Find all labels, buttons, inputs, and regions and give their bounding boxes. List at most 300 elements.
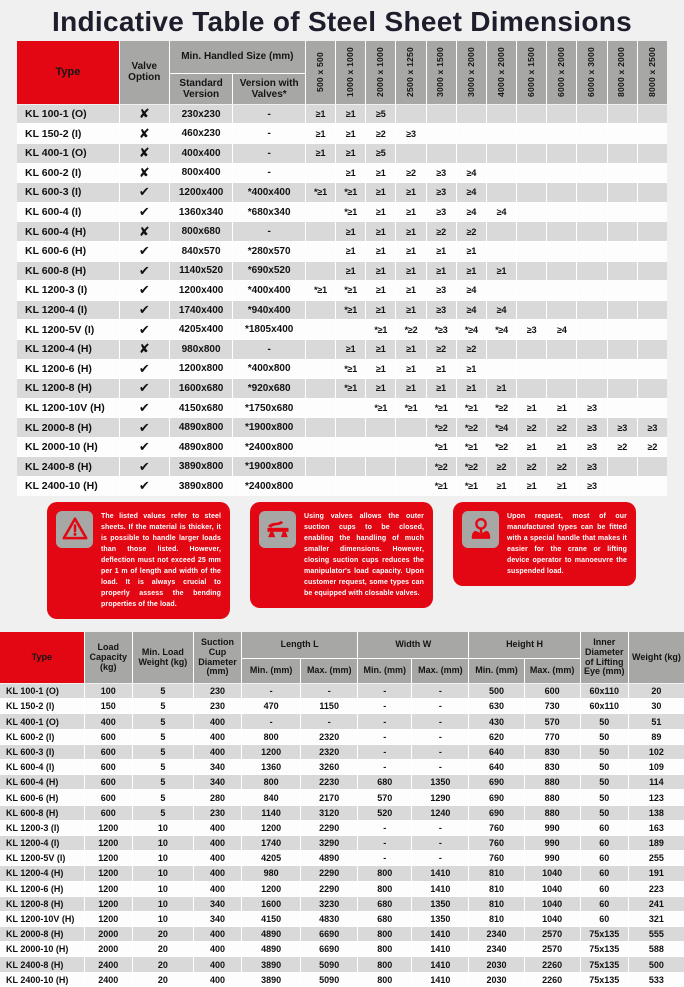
quantity-cell <box>547 281 576 300</box>
type-cell: KL 150-2 (I) <box>17 124 119 143</box>
spec-cell: 1200 <box>242 882 300 896</box>
quantity-cell <box>547 222 576 241</box>
quantity-cell: ≥1 <box>336 105 365 124</box>
quantity-cell: ≥1 <box>366 242 395 261</box>
spec-cell: - <box>358 699 411 713</box>
spec-cell: - <box>412 730 468 744</box>
quantity-cell <box>306 242 335 261</box>
spec-cell: 189 <box>629 836 684 850</box>
quantity-cell <box>638 262 667 281</box>
type-cell: KL 1200-3 (I) <box>17 281 119 300</box>
quantity-cell: ≥1 <box>366 281 395 300</box>
spec-cell: 400 <box>194 882 241 896</box>
spec-cell: 75x135 <box>581 973 628 987</box>
quantity-cell: ≥1 <box>366 222 395 241</box>
spec-cell: 2570 <box>525 942 580 956</box>
quantity-cell: *≥1 <box>457 477 486 496</box>
quantity-cell <box>366 438 395 457</box>
valve-check-mark: ✔ <box>120 301 169 320</box>
min-handled-size-header: Min. Handled Size (mm) <box>170 41 305 73</box>
spec-cell: 4890 <box>242 927 300 941</box>
quantity-cell: ≥1 <box>396 301 425 320</box>
valve-check-mark: ✔ <box>120 203 169 222</box>
quantity-cell <box>427 105 456 124</box>
quantity-cell <box>306 320 335 339</box>
type-column-header: Type <box>17 41 119 104</box>
spec-cell: 60x110 <box>581 684 628 698</box>
standard-size-cell: 1200x400 <box>170 183 233 202</box>
quantity-cell <box>608 203 637 222</box>
quantity-cell <box>336 477 365 496</box>
spec-cell: 1040 <box>525 912 580 926</box>
quantity-cell <box>608 183 637 202</box>
spec-cell: 2400 <box>85 973 132 987</box>
valves-size-cell: *1750x680 <box>233 399 304 418</box>
quantity-cell: ≥1 <box>366 183 395 202</box>
spec-cell: 10 <box>133 866 193 880</box>
valve-cross-mark: ✘ <box>120 222 169 241</box>
type-cell: KL 600-6 (H) <box>17 242 119 261</box>
spec-cell: 400 <box>194 730 241 744</box>
spec-cell: 400 <box>194 714 241 728</box>
spec-cell: - <box>358 730 411 744</box>
spec-cell: 3120 <box>301 806 357 820</box>
valves-size-cell: *1805x400 <box>233 320 304 339</box>
spec-cell: 1200 <box>85 882 132 896</box>
spec-cell: 230 <box>194 699 241 713</box>
quantity-cell: ≥2 <box>517 457 546 476</box>
quantity-cell: *≥1 <box>336 281 365 300</box>
spec-cell: 680 <box>358 912 411 926</box>
valve-icon <box>259 511 296 548</box>
quantity-cell <box>306 340 335 359</box>
quantity-cell <box>487 222 516 241</box>
quantity-cell: *≥4 <box>487 320 516 339</box>
quantity-cell: ≥1 <box>517 399 546 418</box>
quantity-cell: ≥1 <box>547 399 576 418</box>
quantity-cell: ≥1 <box>366 379 395 398</box>
quantity-cell <box>517 105 546 124</box>
spec-cell: 800 <box>358 957 411 971</box>
valves-size-cell: *400x400 <box>233 281 304 300</box>
type-cell: KL 150-2 (I) <box>0 699 84 713</box>
type-cell: KL 1200-5V (I) <box>0 851 84 865</box>
quantity-cell <box>487 360 516 379</box>
type-cell: KL 600-8 (H) <box>0 806 84 820</box>
valves-size-cell: - <box>233 340 304 359</box>
quantity-cell <box>306 164 335 183</box>
quantity-cell: ≥1 <box>547 477 576 496</box>
quantity-cell <box>577 301 606 320</box>
spec-cell: 280 <box>194 790 241 804</box>
type-cell: KL 2400-8 (H) <box>0 957 84 971</box>
spec-cell: 5 <box>133 699 193 713</box>
spec-cell: 50 <box>581 760 628 774</box>
quantity-cell <box>487 281 516 300</box>
quantity-cell: *≥1 <box>306 281 335 300</box>
spec-cell: 241 <box>629 897 684 911</box>
type-column-header: Type <box>0 632 84 683</box>
spec-cell: 5 <box>133 745 193 759</box>
spec-cell: 1410 <box>412 927 468 941</box>
height-group-header: Height H <box>469 632 579 658</box>
quantity-cell <box>577 262 606 281</box>
quantity-cell <box>547 144 576 163</box>
quantity-cell <box>547 360 576 379</box>
quantity-cell <box>306 301 335 320</box>
quantity-cell: *≥1 <box>336 203 365 222</box>
valve-check-mark: ✔ <box>120 281 169 300</box>
spec-cell: - <box>412 699 468 713</box>
spec-cell: 20 <box>133 927 193 941</box>
type-cell: KL 100-1 (O) <box>0 684 84 698</box>
spec-cell: 2290 <box>301 882 357 896</box>
quantity-cell <box>396 144 425 163</box>
quantity-cell <box>608 124 637 143</box>
spec-cell: 1350 <box>412 775 468 789</box>
quantity-cell: ≥1 <box>396 379 425 398</box>
quantity-cell <box>487 105 516 124</box>
quantity-cell: ≥2 <box>427 340 456 359</box>
quantity-cell: *≥1 <box>366 320 395 339</box>
size-column-header: 500 x 500 <box>306 41 335 104</box>
spec-cell: 990 <box>525 851 580 865</box>
spec-cell: 520 <box>358 806 411 820</box>
specifications-header <box>0 632 684 683</box>
spec-cell: 620 <box>469 730 523 744</box>
spec-cell: 990 <box>525 821 580 835</box>
quantity-cell <box>396 438 425 457</box>
quantity-cell: ≥3 <box>427 301 456 320</box>
size-column-header: 6000 x 1500 <box>517 41 546 104</box>
spec-cell: 340 <box>194 897 241 911</box>
quantity-cell <box>396 457 425 476</box>
spec-cell: 4830 <box>301 912 357 926</box>
quantity-cell <box>396 105 425 124</box>
spec-cell: 600 <box>85 760 132 774</box>
standard-size-cell: 4205x400 <box>170 320 233 339</box>
spec-cell: 5 <box>133 806 193 820</box>
width-max-header: Max. (mm) <box>412 659 468 683</box>
standard-size-cell: 1140x520 <box>170 262 233 281</box>
quantity-cell: ≥3 <box>427 281 456 300</box>
spec-cell: 760 <box>469 821 523 835</box>
quantity-cell <box>577 164 606 183</box>
valve-check-mark: ✔ <box>120 320 169 339</box>
spec-cell: - <box>412 714 468 728</box>
type-cell: KL 1200-10V (H) <box>0 912 84 926</box>
quantity-cell: ≥1 <box>517 438 546 457</box>
quantity-cell: ≥1 <box>517 477 546 496</box>
spec-cell: 2260 <box>525 957 580 971</box>
valve-check-mark: ✔ <box>120 242 169 261</box>
standard-size-cell: 840x570 <box>170 242 233 261</box>
load-capacity-header: Load Capacity (kg) <box>85 632 132 683</box>
quantity-cell: ≥3 <box>608 418 637 437</box>
quantity-cell <box>577 144 606 163</box>
standard-size-cell: 4150x680 <box>170 399 233 418</box>
quantity-cell: ≥4 <box>487 301 516 320</box>
spec-cell: 30 <box>629 699 684 713</box>
type-cell: KL 100-1 (O) <box>17 105 119 124</box>
quantity-cell <box>517 242 546 261</box>
standard-size-cell: 460x230 <box>170 124 233 143</box>
valve-cross-mark: ✘ <box>120 340 169 359</box>
quantity-cell <box>608 399 637 418</box>
quantity-cell <box>457 105 486 124</box>
spec-cell: 50 <box>581 790 628 804</box>
spec-cell: 1200 <box>85 912 132 926</box>
quantity-cell <box>396 477 425 496</box>
spec-cell: 102 <box>629 745 684 759</box>
quantity-cell: ≥1 <box>336 144 365 163</box>
spec-cell: 1200 <box>85 851 132 865</box>
spec-cell: 3260 <box>301 760 357 774</box>
quantity-cell: ≥4 <box>457 281 486 300</box>
spec-cell: 10 <box>133 882 193 896</box>
spec-cell: 800 <box>358 882 411 896</box>
quantity-cell <box>638 379 667 398</box>
spec-cell: 400 <box>194 957 241 971</box>
valves-size-cell: *680x340 <box>233 203 304 222</box>
spec-cell: 6690 <box>301 927 357 941</box>
spec-cell: 430 <box>469 714 523 728</box>
spec-cell: 2000 <box>85 927 132 941</box>
type-cell: KL 1200-4 (I) <box>0 836 84 850</box>
type-cell: KL 2000-10 (H) <box>17 438 119 457</box>
spec-cell: 60x110 <box>581 699 628 713</box>
size-column-header: 6000 x 3000 <box>577 41 606 104</box>
spec-cell: 5 <box>133 760 193 774</box>
spec-cell: 60 <box>581 851 628 865</box>
spec-cell: 1410 <box>412 973 468 987</box>
quantity-cell <box>577 340 606 359</box>
quantity-cell <box>608 457 637 476</box>
quantity-cell: ≥1 <box>336 222 365 241</box>
quantity-cell: ≥1 <box>547 438 576 457</box>
spec-cell: 630 <box>469 699 523 713</box>
note-box-valves <box>250 502 433 608</box>
type-cell: KL 600-2 (I) <box>0 730 84 744</box>
spec-cell: 2400 <box>85 957 132 971</box>
spec-cell: - <box>242 714 300 728</box>
quantity-cell <box>547 242 576 261</box>
spec-cell: 114 <box>629 775 684 789</box>
valve-option-column-header: Valve Option <box>120 41 169 104</box>
spec-cell: 2340 <box>469 942 523 956</box>
version-with-valves-header: Version with Valves* <box>233 74 304 104</box>
spec-cell: 600 <box>85 775 132 789</box>
quantity-cell <box>577 222 606 241</box>
spec-cell: 400 <box>194 942 241 956</box>
type-cell: KL 2000-10 (H) <box>0 942 84 956</box>
quantity-cell <box>517 203 546 222</box>
quantity-cell <box>577 379 606 398</box>
quantity-cell: ≥2 <box>638 438 667 457</box>
quantity-cell: *≥4 <box>487 418 516 437</box>
spec-cell: 400 <box>194 851 241 865</box>
quantity-cell <box>638 124 667 143</box>
page-title: Indicative Table of Steel Sheet Dimensions <box>51 6 632 37</box>
spec-cell: 810 <box>469 912 523 926</box>
spec-cell: 51 <box>629 714 684 728</box>
type-cell: KL 1200-4 (H) <box>17 340 119 359</box>
spec-cell: 760 <box>469 851 523 865</box>
spec-cell: 2260 <box>525 973 580 987</box>
spec-cell: 3230 <box>301 897 357 911</box>
quantity-cell <box>306 222 335 241</box>
quantity-cell: ≥1 <box>336 164 365 183</box>
spec-cell: 1200 <box>85 897 132 911</box>
quantity-cell: ≥1 <box>396 262 425 281</box>
quantity-cell <box>487 164 516 183</box>
height-min-header: Min. (mm) <box>469 659 523 683</box>
quantity-cell: ≥2 <box>427 222 456 241</box>
spec-cell: 20 <box>133 973 193 987</box>
quantity-cell <box>638 144 667 163</box>
size-column-header: 2000 x 1000 <box>366 41 395 104</box>
quantity-cell <box>336 320 365 339</box>
quantity-cell: ≥1 <box>427 360 456 379</box>
quantity-cell <box>638 164 667 183</box>
quantity-cell <box>487 124 516 143</box>
spec-cell: 600 <box>85 806 132 820</box>
quantity-cell: ≥3 <box>427 183 456 202</box>
standard-size-cell: 3890x800 <box>170 477 233 496</box>
spec-cell: - <box>358 760 411 774</box>
length-group-header: Length L <box>242 632 357 658</box>
type-cell: KL 2400-8 (H) <box>17 457 119 476</box>
quantity-cell <box>487 183 516 202</box>
spec-cell: 50 <box>581 745 628 759</box>
quantity-cell: *≥1 <box>427 399 456 418</box>
spec-cell: 690 <box>469 806 523 820</box>
quantity-cell <box>517 164 546 183</box>
quantity-cell <box>608 360 637 379</box>
quantity-cell <box>517 183 546 202</box>
spec-cell: 50 <box>581 775 628 789</box>
quantity-cell <box>517 262 546 281</box>
size-column-header: 3000 x 1500 <box>427 41 456 104</box>
spec-cell: - <box>358 821 411 835</box>
quantity-cell: ≥1 <box>487 379 516 398</box>
spec-cell: 4890 <box>242 942 300 956</box>
quantity-cell: ≥2 <box>457 340 486 359</box>
spec-cell: 830 <box>525 745 580 759</box>
spec-cell: 50 <box>581 730 628 744</box>
quantity-cell <box>306 360 335 379</box>
valve-check-mark: ✔ <box>120 457 169 476</box>
quantity-cell: *≥2 <box>427 457 456 476</box>
spec-cell: 109 <box>629 760 684 774</box>
spec-cell: 810 <box>469 882 523 896</box>
width-group-header: Width W <box>358 632 468 658</box>
type-cell: KL 600-4 (H) <box>0 775 84 789</box>
spec-cell: - <box>358 714 411 728</box>
quantity-cell: *≥2 <box>427 418 456 437</box>
note-box-handle <box>453 502 636 586</box>
quantity-cell: ≥3 <box>517 320 546 339</box>
spec-cell: 2170 <box>301 790 357 804</box>
valves-size-cell: *690x520 <box>233 262 304 281</box>
spec-cell: 5090 <box>301 973 357 987</box>
quantity-cell <box>638 203 667 222</box>
quantity-cell <box>638 222 667 241</box>
spec-cell: 3890 <box>242 957 300 971</box>
weight-header: Weight (kg) <box>629 632 684 683</box>
size-column-header: 1000 x 1000 <box>336 41 365 104</box>
spec-cell: 500 <box>469 684 523 698</box>
spec-cell: 800 <box>358 927 411 941</box>
spec-cell: 191 <box>629 866 684 880</box>
quantity-cell <box>336 457 365 476</box>
quantity-cell: *≥2 <box>457 457 486 476</box>
quantity-cell <box>427 144 456 163</box>
quantity-cell: *≥2 <box>396 320 425 339</box>
quantity-cell <box>608 281 637 300</box>
spec-cell: - <box>412 760 468 774</box>
quantity-cell <box>306 438 335 457</box>
quantity-cell <box>306 477 335 496</box>
spec-cell: 75x135 <box>581 942 628 956</box>
quantity-cell <box>366 477 395 496</box>
spec-cell: 840 <box>242 790 300 804</box>
spec-cell: 20 <box>133 942 193 956</box>
standard-size-cell: 800x680 <box>170 222 233 241</box>
spec-cell: 800 <box>242 730 300 744</box>
spec-cell: 1200 <box>242 745 300 759</box>
spec-cell: 400 <box>194 866 241 880</box>
quantity-cell: ≥5 <box>366 105 395 124</box>
spec-cell: 400 <box>194 745 241 759</box>
quantity-cell: *≥1 <box>457 399 486 418</box>
quantity-cell <box>517 281 546 300</box>
spec-cell: - <box>301 684 357 698</box>
spec-cell: 5 <box>133 730 193 744</box>
spec-cell: 800 <box>358 973 411 987</box>
quantity-cell <box>547 183 576 202</box>
quantity-cell <box>457 124 486 143</box>
valves-size-cell: *1900x800 <box>233 418 304 437</box>
spec-cell: 20 <box>629 684 684 698</box>
spec-cell: 60 <box>581 882 628 896</box>
spec-cell: 2290 <box>301 821 357 835</box>
quantity-cell: *≥4 <box>457 320 486 339</box>
quantity-cell <box>547 124 576 143</box>
quantity-cell: ≥3 <box>577 477 606 496</box>
type-cell: KL 1200-4 (I) <box>17 301 119 320</box>
valves-size-cell: - <box>233 164 304 183</box>
valve-check-mark: ✔ <box>120 379 169 398</box>
spec-cell: 500 <box>629 957 684 971</box>
quantity-cell: ≥1 <box>336 262 365 281</box>
spec-cell: 5090 <box>301 957 357 971</box>
quantity-cell <box>457 144 486 163</box>
type-cell: KL 2000-8 (H) <box>0 927 84 941</box>
quantity-cell: ≥1 <box>457 360 486 379</box>
standard-size-cell: 1360x340 <box>170 203 233 222</box>
quantity-cell: ≥3 <box>638 418 667 437</box>
spec-cell: 4890 <box>301 851 357 865</box>
valve-check-mark: ✔ <box>120 438 169 457</box>
spec-cell: 100 <box>85 684 132 698</box>
quantity-cell <box>517 144 546 163</box>
quantity-cell <box>366 418 395 437</box>
length-max-header: Max. (mm) <box>301 659 357 683</box>
quantity-cell <box>306 379 335 398</box>
quantity-cell: ≥1 <box>396 203 425 222</box>
spec-cell: 2030 <box>469 957 523 971</box>
